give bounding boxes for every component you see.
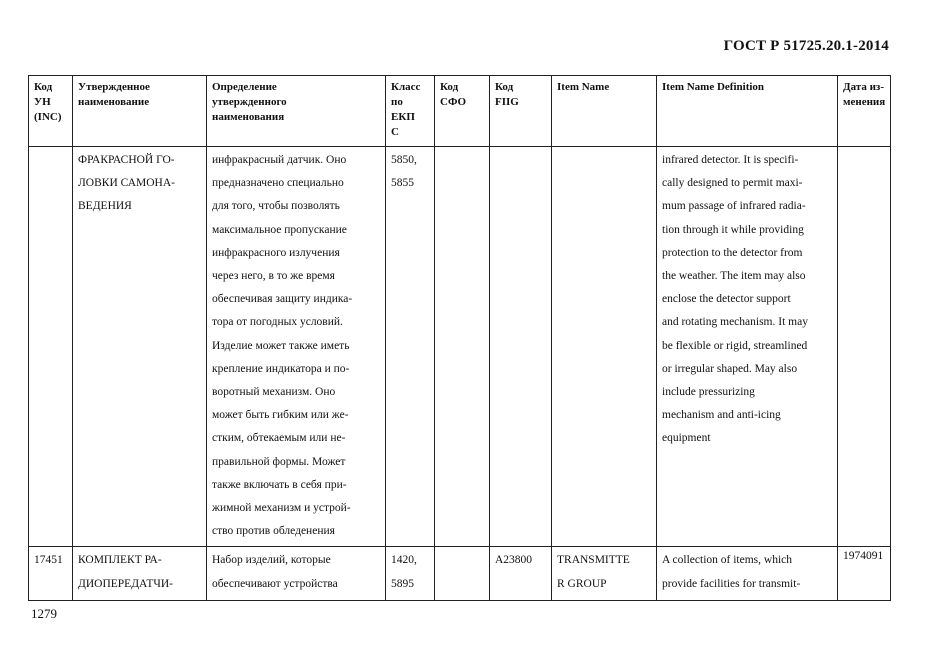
cell-item-name <box>552 147 657 547</box>
col-header-definition: Определение утвержденного наименования <box>207 76 386 147</box>
cell-approved-name: ФРАКРАСНОЙ ГО- ЛОВКИ САМОНА- ВЕДЕНИЯ <box>73 147 207 547</box>
col-header-approved-name: Утвержденное наименование <box>73 76 207 147</box>
cell-inc: 17451 <box>29 547 73 601</box>
table-header-row <box>29 76 891 147</box>
cell-sfo <box>435 547 490 601</box>
cell-inc <box>29 147 73 547</box>
table-row <box>29 547 891 601</box>
cell-definition: Набор изделий, которые обеспечивают устройства <box>207 547 386 601</box>
cell-approved-name: КОМПЛЕКТ РА- ДИОПЕРЕДАТЧИ- <box>73 547 207 601</box>
specification-table <box>28 75 891 601</box>
cell-change-date <box>838 147 891 547</box>
col-header-class: Класс по ЕКП С <box>386 76 435 147</box>
cell-sfo <box>435 147 490 547</box>
cell-fiig <box>490 147 552 547</box>
col-header-change-date: Дата из- менения <box>838 76 891 147</box>
page-number: 1279 <box>31 606 57 621</box>
col-header-sfo: Код СФО <box>435 76 490 147</box>
cell-item-name: TRANSMITTE R GROUP <box>552 547 657 601</box>
document-code: ГОСТ Р 51725.20.1-2014 <box>723 38 889 54</box>
col-header-fiig: Код FIIG <box>490 76 552 147</box>
col-header-item-name: Item Name <box>552 76 657 147</box>
col-header-item-definition: Item Name Definition <box>657 76 838 147</box>
table-row <box>29 147 891 547</box>
cell-class: 5850, 5855 <box>386 147 435 547</box>
cell-definition: инфракрасный датчик. Оно предназначено специально для того, чтобы позволять максимальное пропускание инфракрасного излучения через него, в то же время обеспечивая защиту индика- тора от погодных условий. Изделие может также иметь крепление индикатора и по- воротный механизм. Оно может быть гибким или же- стким, обтекаемым или не- правильной формы. Может также включать в себя при- жимной механизм и устрой- ство против обледенения <box>207 147 386 547</box>
col-header-inc: Код УН (INC) <box>29 76 73 147</box>
cell-item-definition: infrared detector. It is specifi- cally designed to permit maxi- mum passage of infrared radia- tion through it while providing protection to the detector from the weather. The item may also enclose the detector support and rotating mechanism. It may be flexible or rigid, streamlined or irregular shaped. May also include pressurizing mechanism and anti-icing equipment <box>657 147 838 547</box>
cell-class: 1420, 5895 <box>386 547 435 601</box>
cell-change-date: 1974091 <box>838 547 891 601</box>
cell-item-definition: A collection of items, which provide facilities for transmit- <box>657 547 838 601</box>
cell-fiig: A23800 <box>490 547 552 601</box>
